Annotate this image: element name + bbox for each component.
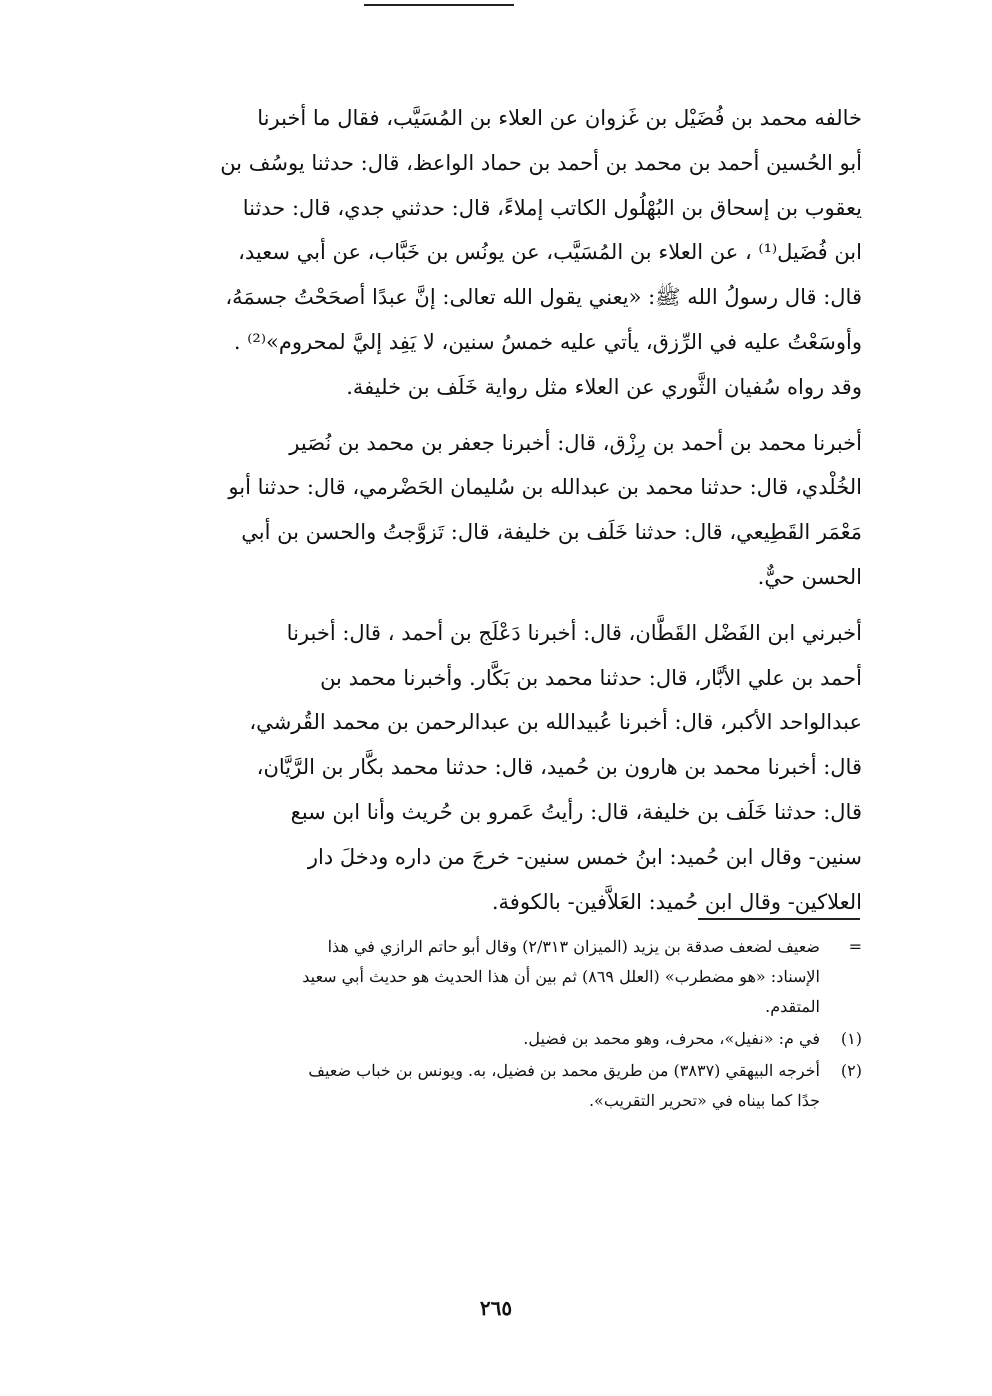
footnote-line: جدًا كما بيناه في «تحرير التقريب». xyxy=(588,1091,820,1110)
text-line: سنين- وقال ابن حُميد: ابنُ خمس سنين- خرجَ من داره ودخلَ دار xyxy=(307,844,862,869)
text-line: أخبرني ابن الفَضْل القَطَّان، قال: أخبرنا دَعْلَج بن أحمد ، قال: أخبرنا xyxy=(286,620,862,645)
paragraph-3 xyxy=(140,611,862,925)
footnote-separator xyxy=(698,918,860,920)
footnote-body xyxy=(140,1056,820,1116)
page-number: ٢٦٥ xyxy=(479,1296,513,1320)
top-rule xyxy=(364,4,514,6)
footnote-body xyxy=(140,932,820,1022)
text-line: قال: حدثنا خَلَف بن خليفة، قال: رأيتُ عَمرو بن حُريث وأنا ابن سبع xyxy=(290,799,862,824)
text-line: مَعْمَر القَطِيعي، قال: حدثنا خَلَف بن خليفة، قال: تَزوَّجتُ والحسن بن أبي xyxy=(241,520,862,545)
main-text xyxy=(140,96,862,924)
footnote-line: في م: «نفيل»، محرف، وهو محمد بن فضيل. xyxy=(523,1029,820,1048)
footnote-continued xyxy=(140,932,862,1022)
footnotes xyxy=(140,932,862,1116)
footnote-marker: (٢) xyxy=(840,1061,862,1080)
text-line: يعقوب بن إسحاق بن البُهْلُول الكاتب إملاءً، قال: حدثني جدي، قال: حدثنا xyxy=(242,195,862,220)
footnote-line: أخرجه البيهقي (٣٨٣٧) من طريق محمد بن فضيل، به. ويونس بن خباب ضعيف xyxy=(308,1061,820,1080)
footnote-marker: = xyxy=(848,937,862,956)
paragraph-2 xyxy=(140,421,862,600)
text-line: ابن فُضَيل⁽¹⁾ ، عن العلاء بن المُسَيَّب، عن يونُس بن خَبَّاب، عن أبي سعيد، xyxy=(238,240,862,265)
footnote-2 xyxy=(140,1056,862,1116)
paragraph-1 xyxy=(140,96,862,410)
text-line: عبدالواحد الأكبر، قال: أخبرنا عُبيدالله بن عبدالرحمن بن محمد القُرشي، xyxy=(249,710,862,735)
footnote-line: ضعيف لضعف صدقة بن يزيد (الميزان ٢/٣١٣) وقال أبو حاتم الرازي في هذا xyxy=(327,937,820,956)
text-line: العلاكين- وقال ابن حُميد: العَلاَّفين- بالكوفة. xyxy=(491,889,862,914)
text-line: أحمد بن علي الأبَّار، قال: حدثنا محمد بن بَكَّار. وأخبرنا محمد بن xyxy=(320,665,862,690)
footnote-body xyxy=(140,1024,820,1054)
text-line: أبو الحُسين أحمد بن محمد بن أحمد بن حماد الواعظ، قال: حدثنا يوسُف بن xyxy=(220,150,862,175)
text-line: خالفه محمد بن فُضَيْل بن غَزوان عن العلاء بن المُسَيَّب، فقال ما أخبرنا xyxy=(257,106,862,130)
text-line: قال: قال رسولُ الله ﷺ: «يعني يقول الله تعالى: إنَّ عبدًا أصحَحْتُ جسمَهُ، xyxy=(225,285,862,310)
footnote-1 xyxy=(140,1024,862,1054)
footnote-line: المتقدم. xyxy=(765,997,820,1016)
text-line: الحسن حيٌّ. xyxy=(757,564,862,589)
text-line: قال: أخبرنا محمد بن هارون بن حُميد، قال: حدثنا محمد بكَّار بن الرَّيَّان، xyxy=(256,755,862,780)
text-line: وأوسَعْتُ عليه في الرِّزق، يأتي عليه خمسُ سنين، لا يَفِد إليَّ لمحروم»⁽²⁾ . xyxy=(233,329,862,354)
text-line: وقد رواه سُفيان الثَّوري عن العلاء مثل رواية خَلَف بن خليفة. xyxy=(346,374,862,399)
text-line: أخبرنا محمد بن أحمد بن رِزْق، قال: أخبرنا جعفر بن محمد بن نُصَير xyxy=(289,430,862,455)
footnote-line: الإسناد: «هو مضطرب» (العلل ٨٦٩) ثم بين أن هذا الحديث هو حديث أبي سعيد xyxy=(302,967,820,986)
footnote-marker: (١) xyxy=(840,1029,862,1048)
text-line: الخُلْدي، قال: حدثنا محمد بن عبدالله بن سُليمان الحَضْرمي، قال: حدثنا أبو xyxy=(228,475,862,500)
